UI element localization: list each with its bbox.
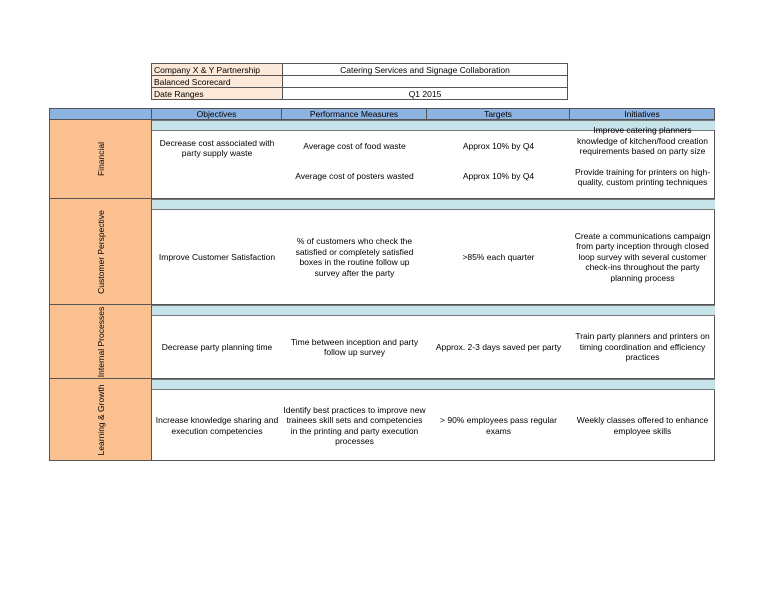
financial-objective: Decrease cost associated with party supply waste	[159, 137, 275, 158]
customer-initiative: Create a communications campaign from party inception through closed loop survey with several customer check-ins throughout the party planning process	[574, 230, 711, 283]
customer-objective: Improve Customer Satisfaction	[158, 251, 276, 262]
customer-measure: % of customers who check the satisfied or completely satisfied boxes in the routine follow up survey after the party	[295, 236, 414, 278]
perspective-financial-label: Financial	[95, 141, 106, 177]
perspective-learning	[49, 378, 152, 461]
financial-target-1: Approx 10% by Q4	[462, 140, 535, 151]
financial-measure-2: Average cost of posters wasted	[295, 170, 414, 181]
customer-target: >85% each quarter	[462, 251, 535, 262]
perspective-learning-label: Learning & Growth	[95, 384, 106, 455]
date-range-label: Date Ranges	[152, 88, 283, 100]
perspective-customer	[49, 198, 152, 305]
section-band-customer	[152, 199, 715, 210]
learning-target: > 90% employees pass regular exams	[440, 415, 557, 436]
learning-initiative: Weekly classes offered to enhance employee skills	[576, 415, 709, 436]
column-header-measures: Performance Measures	[282, 108, 427, 120]
internal-measure: Time between inception and party follow up survey	[290, 336, 419, 357]
column-header-targets: Targets	[427, 108, 570, 120]
financial-initiative-2: Provide training for printers on high-quality, custom printing techniques	[574, 166, 711, 187]
scorecard-label: Balanced Scorecard	[152, 76, 283, 88]
financial-initiative-1: Improve catering planners knowledge of kitchen/food creation requirements based on party size	[577, 125, 708, 156]
scorecard-value	[283, 76, 568, 88]
column-header-initiatives: Initiatives	[570, 108, 715, 120]
financial-target-2: Approx 10% by Q4	[462, 170, 535, 181]
internal-target: Approx. 2-3 days saved per party	[435, 341, 562, 352]
financial-measure-1: Average cost of food waste	[303, 140, 406, 151]
perspective-customer-label: Customer Perspective	[95, 209, 106, 294]
internal-initiative: Train party planners and printers on timing coordination and efficiency practices	[575, 331, 710, 363]
learning-objective: Increase knowledge sharing and execution competencies	[155, 415, 279, 436]
date-range-value: Q1 2015	[283, 88, 568, 100]
company-label: Company X & Y Partnership	[152, 64, 283, 76]
header-row-company	[152, 64, 568, 76]
header-row-date	[152, 88, 568, 100]
perspective-financial	[49, 119, 152, 199]
header-info-table	[151, 63, 568, 100]
perspective-internal-label: Internal Processes	[95, 306, 106, 377]
learning-measure: Identify best practices to improve new trainees skill sets and competencies in the printing and party execution processes	[283, 404, 426, 446]
internal-objective: Decrease party planning time	[161, 341, 273, 352]
section-band-learning	[152, 379, 715, 390]
perspective-internal	[49, 304, 152, 379]
column-header-objectives: Objectives	[152, 108, 282, 120]
header-row-scorecard	[152, 76, 568, 88]
company-value: Catering Services and Signage Collaboration	[283, 64, 568, 76]
section-band-internal	[152, 305, 715, 316]
